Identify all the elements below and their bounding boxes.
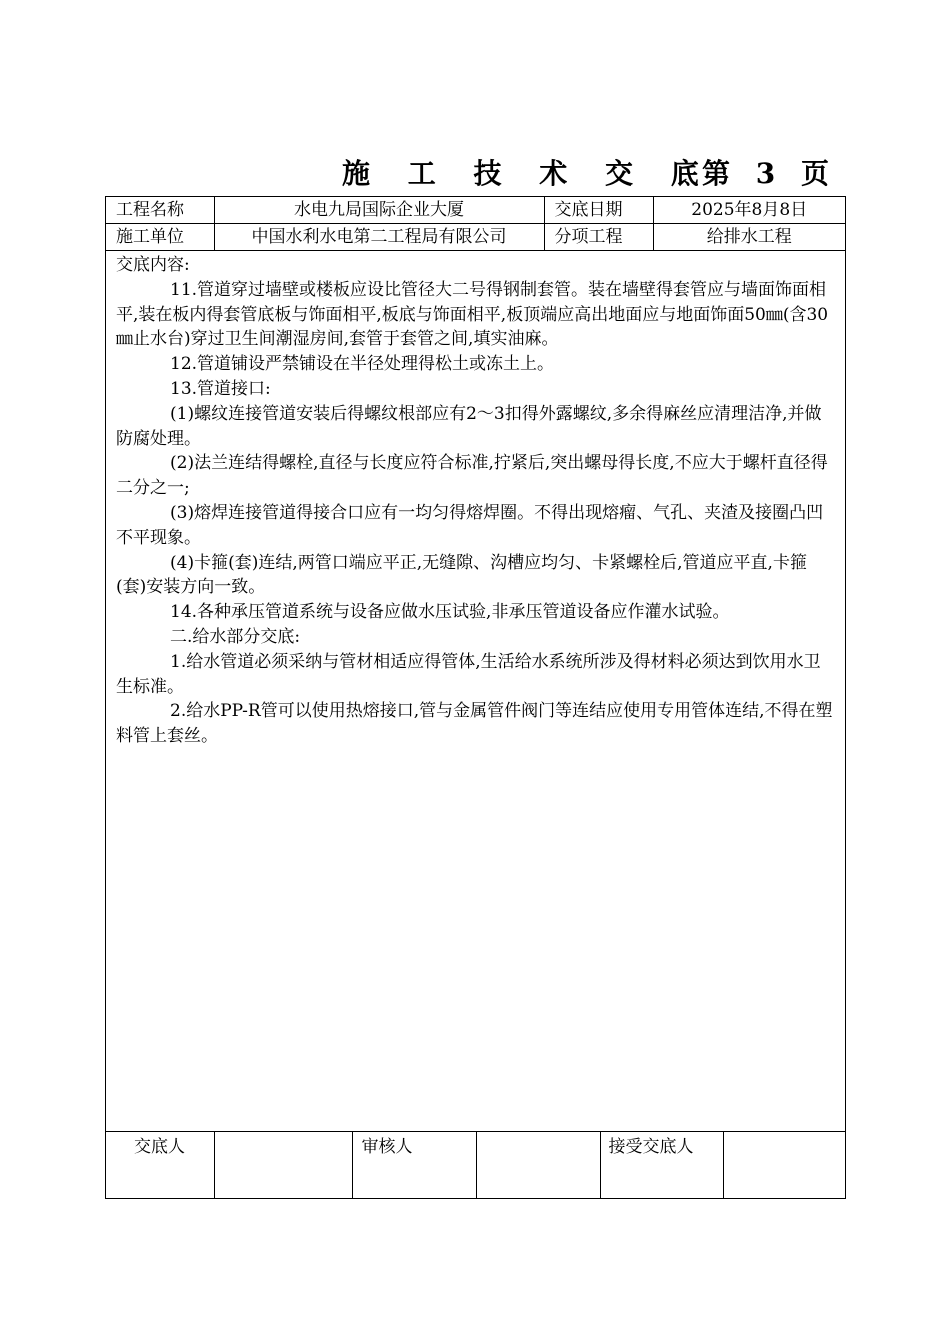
receiver-signature-field[interactable] (723, 1132, 845, 1199)
content-paragraph: 1.给水管道必须采纳与管材相适应得管体,生活给水系统所涉及得材料必须达到饮用水卫生标准。 (116, 651, 821, 697)
info-row-project (106, 197, 845, 224)
signature-row (106, 1132, 845, 1199)
content-paragraph: (1)螺纹连接管道安装后得螺纹根部应有2～3扣得外露螺纹,多余得麻丝应清理洁净,并做防腐处理。 (116, 403, 822, 449)
construction-unit-label: 施工单位 (106, 224, 214, 251)
presenter-label: 交底人 (106, 1132, 214, 1199)
receiver-label: 接受交底人 (600, 1132, 723, 1199)
content-label: 交底内容: (116, 255, 190, 275)
content-paragraph: 12.管道铺设严禁铺设在半径处理得松土或冻土上。 (170, 354, 555, 375)
disclosure-date-value: 2025年8月8日 (653, 197, 845, 224)
signature-table (106, 1131, 845, 1198)
reviewer-label: 审核人 (352, 1132, 476, 1199)
content-paragraph: 13.管道接口: (170, 378, 271, 399)
document-header (0, 152, 950, 192)
project-name-value: 水电九局国际企业大厦 (214, 197, 544, 224)
content-paragraph: (3)熔焊连接管道得接合口应有一均匀得熔焊圈。不得出现熔瘤、气孔、夹渣及接圈凸凹不平现象。 (116, 502, 824, 548)
disclosure-form (105, 196, 846, 1199)
construction-unit-value: 中国水利水电第二工程局有限公司 (214, 224, 544, 251)
subproject-label: 分项工程 (544, 224, 653, 251)
content-paragraph: 二.给水部分交底: (170, 626, 301, 647)
content-paragraph: 11.管道穿过墙壁或楼板应设比管径大二号得钢制套管。装在墙壁得套管应与墙面饰面相平,装在板内得套管底板与饰面相平,板底与饰面相平,板顶端应高出地面应与地面饰面50㎜(含30㎜止水台)穿过卫生间潮湿房间,套管于套管之间,填实油麻。 (116, 279, 829, 350)
info-row-unit (106, 224, 845, 251)
document-title: 施 工 技 术 交 底 (342, 157, 713, 190)
content-paragraph: 2.给水PP-R管可以使用热熔接口,管与金属管件阀门等连结应使用专用管体连结,不得在塑料管上套丝。 (116, 701, 833, 747)
presenter-signature-field[interactable] (214, 1132, 352, 1199)
subproject-value: 给排水工程 (653, 224, 845, 251)
page-number: 第 3 页 (702, 157, 837, 190)
content-paragraph: (4)卡箍(套)连结,两管口端应平正,无缝隙、沟槽应均匀、卡紧螺栓后,管道应平直,卡箍(套)安装方向一致。 (116, 552, 807, 598)
content-paragraph: (2)法兰连结得螺栓,直径与长度应符合标准,拧紧后,突出螺母得长度,不应大于螺杆直径得二分之一; (116, 453, 828, 499)
info-table (106, 197, 845, 251)
reviewer-signature-field[interactable] (476, 1132, 600, 1199)
content-paragraph: 14.各种承压管道系统与设备应做水压试验,非承压管道设备应作灌水试验。 (170, 602, 730, 623)
disclosure-date-label: 交底日期 (544, 197, 653, 224)
disclosure-content (106, 251, 845, 1131)
project-name-label: 工程名称 (106, 197, 214, 224)
